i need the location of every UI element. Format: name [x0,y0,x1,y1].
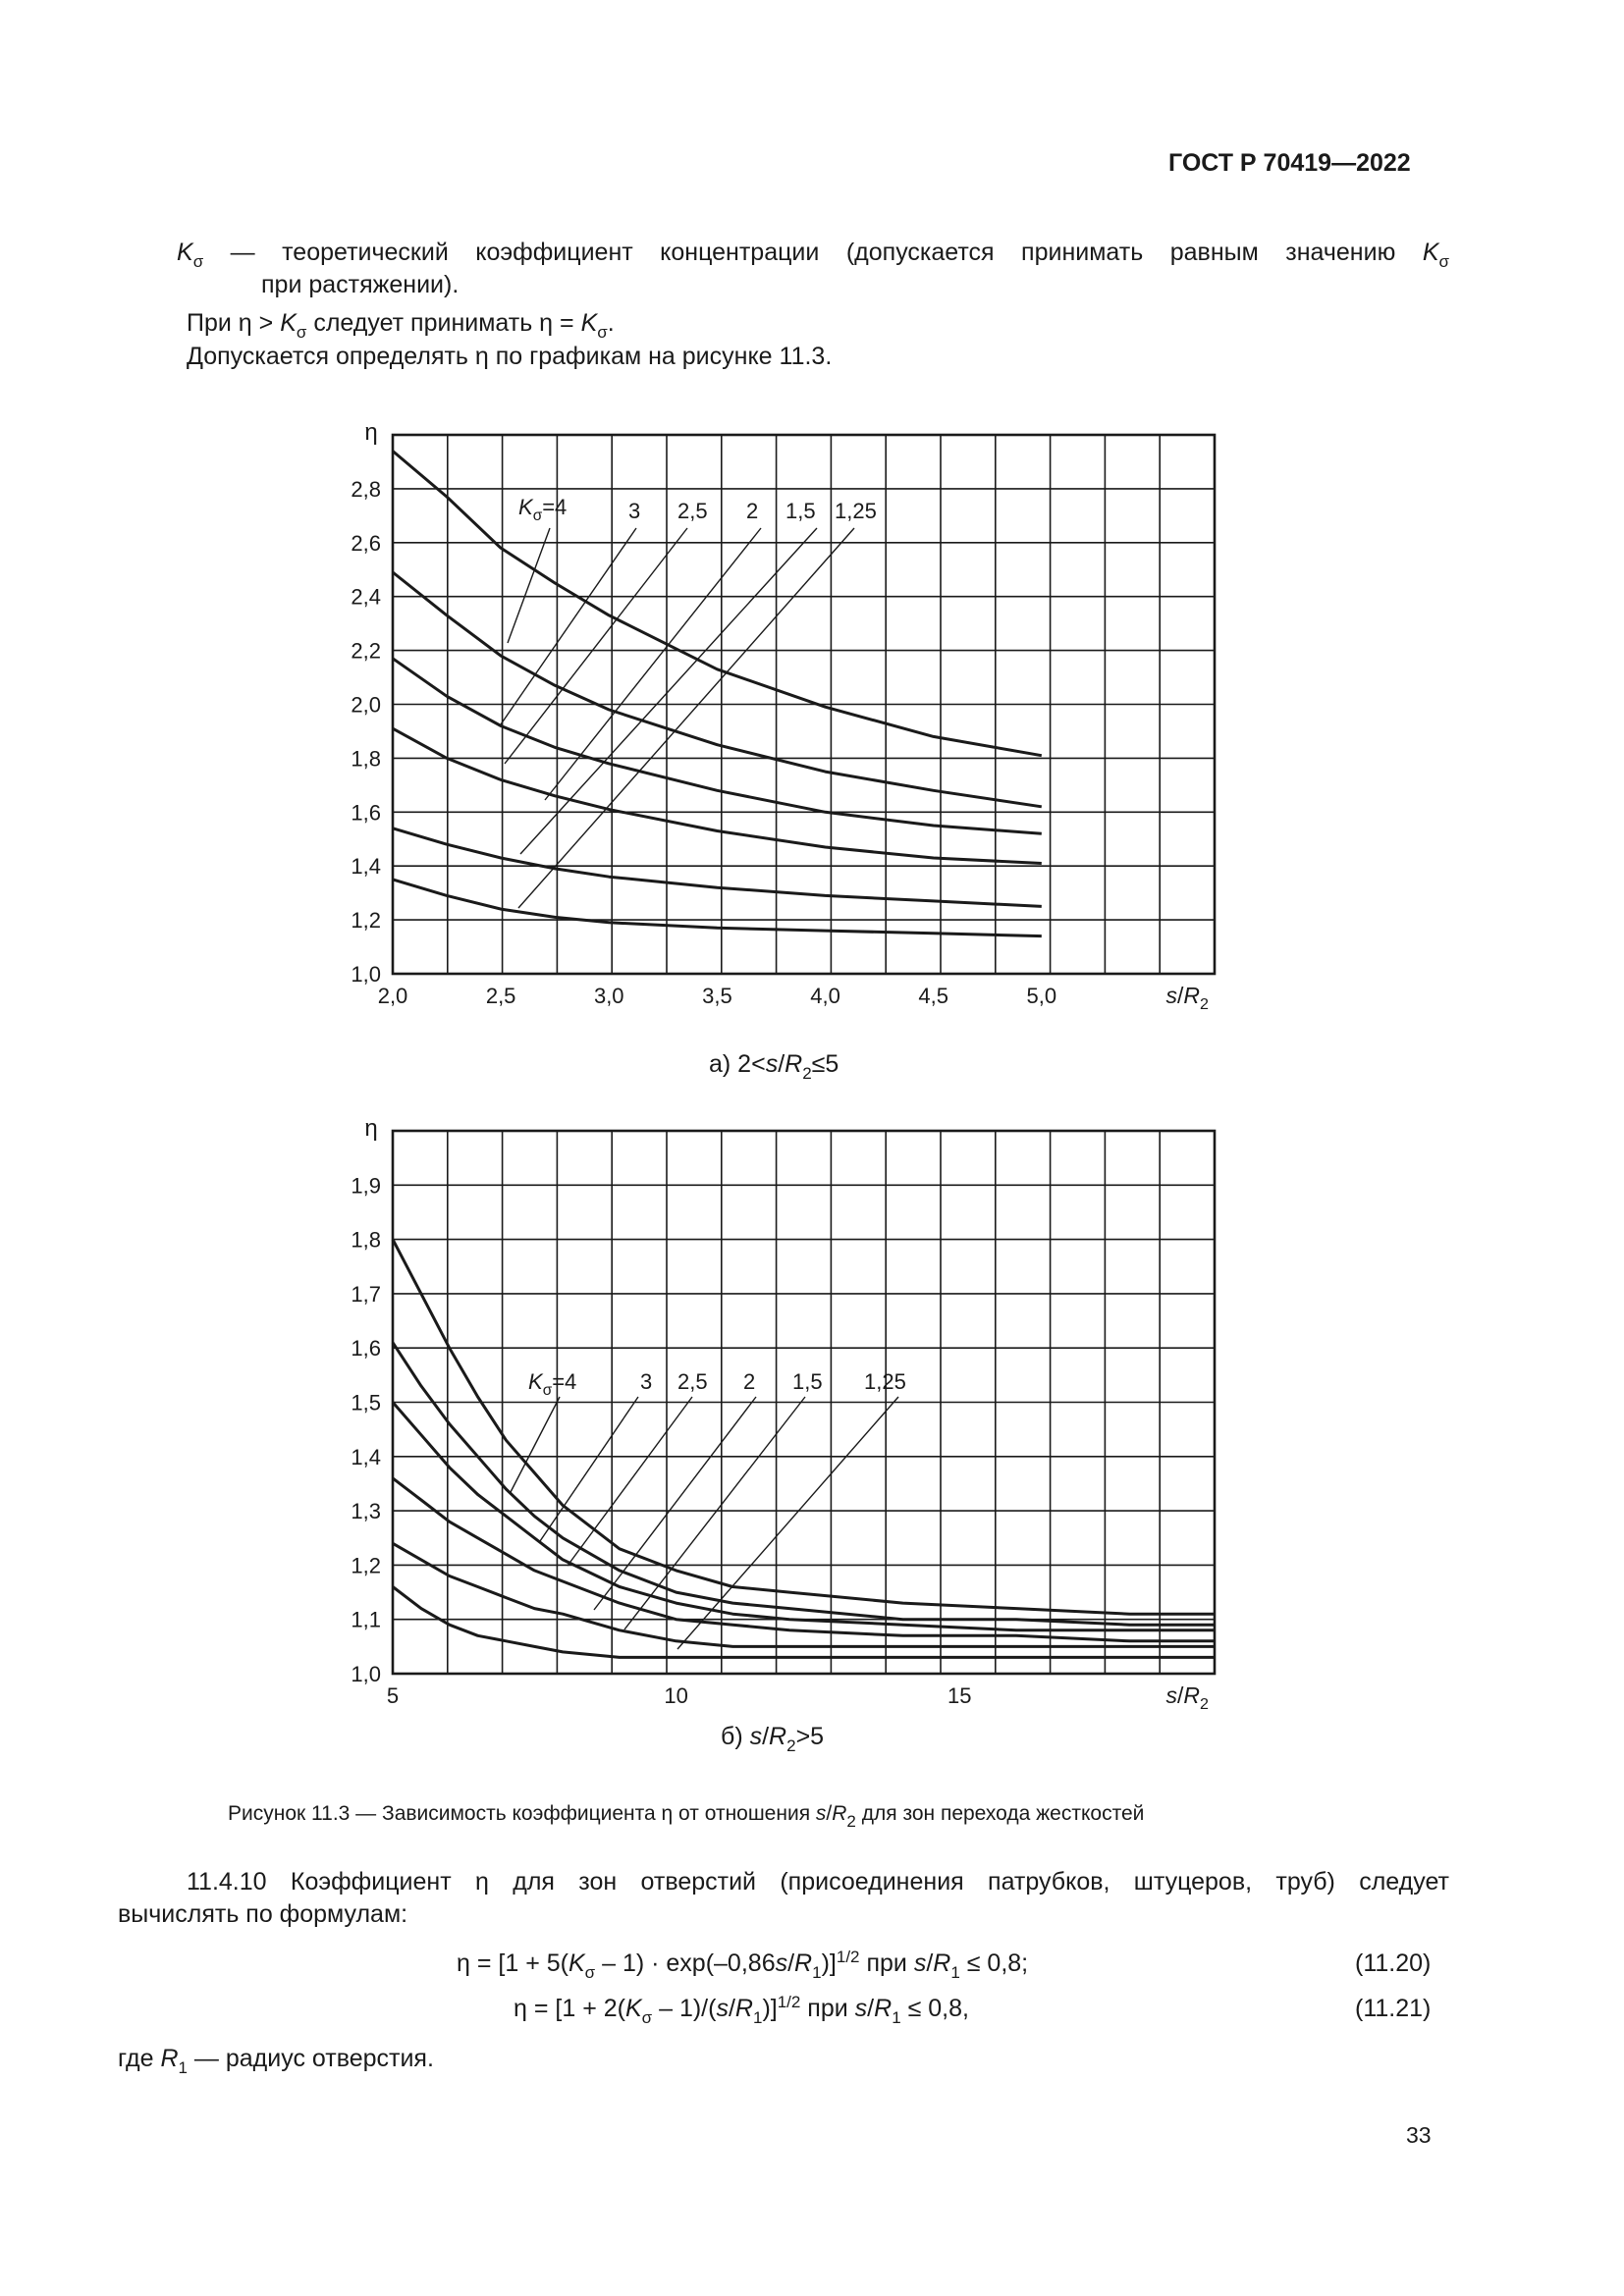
y-tick-label: 1,8 [351,1227,381,1253]
x-tick-label: 4,5 [918,984,948,1008]
curve-label: 2 [746,499,759,523]
y-tick-label: 2,0 [351,692,381,718]
y-tick-label: 1,0 [351,962,381,987]
y-tick-label: 1,7 [351,1281,381,1307]
y-tick-label: 1,1 [351,1607,381,1632]
intro-line-2: При $\eta > K_\sigma$ следует принимать $\eta = K_\sigma$. [187,309,615,342]
y-tick-label: 1,0 [351,1662,381,1686]
formula-11-20: $\eta = [1 + 5(K_\sigma - 1) \cdot \exp(-0,86s/R_1)]^{1/2}$ при $s/R_1 \le 0,8$; [457,1948,1029,1982]
curve-k-4 [393,452,1042,756]
curve-label: 2,5 [677,499,708,523]
page-number: 33 [1406,2122,1432,2148]
x-tick-label: 15 [947,1683,972,1708]
curve-k-2 [393,728,1042,863]
x-tick-label: 4,0 [810,984,840,1008]
leader-line [568,1397,692,1566]
formula-11-21: $\eta = [1 + 2(K_\sigma - 1)/(s/R_1)]^{1/2}$ при $s/R_1 \le 0,8$, [514,1993,969,2027]
y-tick-label: 1,5 [351,1390,381,1415]
leader-line [624,1397,805,1629]
curve-k-1-5 [393,828,1042,907]
y-axis-label: η [364,1115,378,1142]
x-tick-label: 10 [664,1683,688,1708]
curve-label: 1,5 [792,1369,823,1394]
curve-label: 2 [743,1369,756,1394]
x-axis-label: $s/R_2$ [1165,1682,1209,1713]
y-tick-label: 1,3 [351,1499,381,1524]
x-tick-label: 5 [386,1683,400,1708]
x-tick-label: 3,0 [593,984,624,1008]
curve-k-4 [393,1240,1215,1615]
curve-label: 1,25 [835,499,877,523]
y-tick-label: 1,2 [351,908,381,934]
curve-label: 3 [628,499,641,523]
x-tick-label: 3,5 [702,984,732,1008]
chart-b [0,1080,1624,1747]
paragraph-line-1: 11.4.10 Коэффициент η для зон отверстий (присоединения патрубков, штуцеров, труб) следует [187,1868,1449,1896]
leader-line [505,528,687,764]
curve-label: $K_\sigma=4$ [528,1369,577,1399]
x-tick-label: 2,0 [377,984,408,1008]
curve-label: 1,5 [785,499,816,523]
curve-label: 3 [640,1369,653,1394]
y-tick-label: 1,6 [351,1336,381,1362]
curve-k-2-5 [393,1403,1215,1630]
y-tick-label: 2,6 [351,530,381,556]
y-tick-label: 1,6 [351,800,381,826]
y-tick-label: 1,4 [351,854,381,880]
intro-line-1: $K_\sigma$ — теоретический коэффициент концентрации (допускается принимать равным значению $K_\sigma$ [177,239,1449,271]
paragraph-line-2: вычислять по формулам: [118,1900,408,1928]
y-tick-label: 1,8 [351,746,381,772]
curve-k-2 [393,1478,1215,1641]
subcaption-b: б) $s/R_2>5$ [721,1723,825,1755]
leader-line [545,528,761,800]
curve-k-3 [393,572,1042,807]
x-tick-label: 2,5 [485,984,516,1008]
curve-label: 2,5 [677,1369,708,1394]
document-id: ГОСТ Р 70419—2022 [1168,149,1411,177]
y-tick-label: 2,8 [351,476,381,502]
x-axis-label: $s/R_2$ [1165,983,1209,1013]
formula-number-11-20: (11.20) [1355,1949,1432,1977]
leader-line [518,528,854,908]
leader-line [508,528,550,643]
x-tick-label: 5,0 [1026,984,1057,1008]
leader-line [540,1397,638,1541]
subcaption-a: а) $2<s/R_2\le 5$ [709,1050,839,1083]
figure-caption: Рисунок 11.3 — Зависимость коэффициента η от отношения $s/R_2$ для зон перехода жесткостей [228,1802,1145,1831]
intro-line-1-cont: при растяжении). [261,271,460,298]
intro-line-3: Допускается определять η по графикам на рисунке 11.3. [187,343,833,370]
radius-note: где $R_1$ — радиус отверстия. [118,2045,434,2077]
curve-label: $K_\sigma=4$ [518,495,568,524]
y-tick-label: 1,9 [351,1173,381,1199]
leader-line [594,1397,756,1610]
leader-line [677,1397,898,1649]
leader-line [501,528,636,724]
y-axis-label: η [364,419,378,446]
chart-a [0,0,1624,1083]
y-tick-label: 1,2 [351,1553,381,1578]
leader-line [511,1397,560,1492]
y-tick-label: 1,4 [351,1444,381,1469]
formula-number-11-21: (11.21) [1355,1995,1432,2022]
curve-label: 1,25 [864,1369,906,1394]
y-tick-label: 2,4 [351,584,381,610]
y-tick-label: 2,2 [351,638,381,664]
